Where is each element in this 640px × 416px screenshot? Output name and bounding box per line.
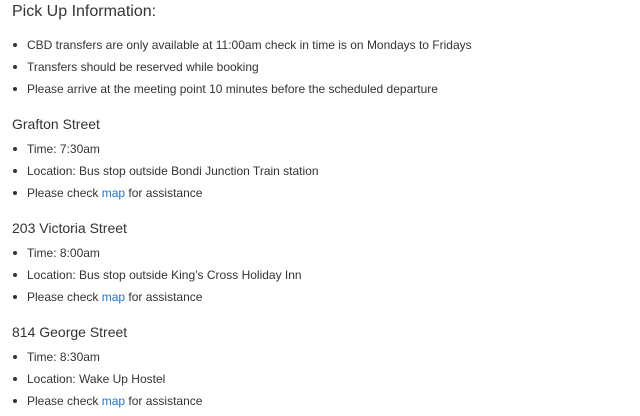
list-item bbox=[12, 242, 302, 264]
location-title: 814 George Street bbox=[12, 324, 128, 340]
bullet-icon bbox=[13, 355, 17, 359]
map-link[interactable]: map bbox=[101, 394, 126, 408]
bullet-icon bbox=[13, 295, 17, 299]
map-link[interactable]: map bbox=[101, 186, 126, 200]
list-item bbox=[12, 390, 202, 412]
bullet-icon bbox=[13, 147, 17, 151]
list-item-text: CBD transfers are only available at 11:00am check in time is on Mondays to Fridays bbox=[27, 38, 472, 52]
list-item bbox=[12, 346, 202, 368]
general-notes-list bbox=[12, 34, 472, 100]
pickup-location: Location: Wake Up Hostel bbox=[27, 372, 166, 386]
location-details-list bbox=[12, 242, 302, 308]
bullet-icon bbox=[13, 273, 17, 277]
location-details-list bbox=[12, 346, 202, 412]
list-item bbox=[12, 264, 302, 286]
list-item bbox=[12, 138, 319, 160]
pickup-time: Time: 8:00am bbox=[27, 246, 100, 260]
bullet-icon bbox=[13, 65, 17, 69]
pickup-time: Time: 7:30am bbox=[27, 142, 100, 156]
list-item bbox=[12, 34, 472, 56]
bullet-icon bbox=[13, 169, 17, 173]
list-item-text: Please arrive at the meeting point 10 minutes before the scheduled departure bbox=[27, 82, 438, 96]
bullet-icon bbox=[13, 191, 17, 195]
check-suffix: for assistance bbox=[125, 394, 203, 408]
list-item bbox=[12, 56, 472, 78]
bullet-icon bbox=[13, 399, 17, 403]
check-prefix: Please check bbox=[27, 290, 102, 304]
bullet-icon bbox=[13, 87, 17, 91]
bullet-icon bbox=[13, 43, 17, 47]
location-title: 203 Victoria Street bbox=[12, 220, 127, 236]
bullet-icon bbox=[13, 251, 17, 255]
page-title: Pick Up Information: bbox=[12, 3, 157, 20]
list-item-text: Transfers should be reserved while booking bbox=[27, 60, 259, 74]
map-link[interactable]: map bbox=[101, 290, 126, 304]
check-prefix: Please check bbox=[27, 394, 102, 408]
list-item bbox=[12, 368, 202, 390]
pickup-time: Time: 8:30am bbox=[27, 350, 100, 364]
check-suffix: for assistance bbox=[125, 186, 203, 200]
check-prefix: Please check bbox=[27, 186, 102, 200]
list-item bbox=[12, 78, 472, 100]
pickup-location: Location: Bus stop outside King’s Cross Holiday Inn bbox=[27, 268, 302, 282]
list-item bbox=[12, 182, 319, 204]
location-details-list bbox=[12, 138, 319, 204]
pickup-location: Location: Bus stop outside Bondi Junction Train station bbox=[27, 164, 319, 178]
bullet-icon bbox=[13, 377, 17, 381]
list-item bbox=[12, 160, 319, 182]
check-suffix: for assistance bbox=[125, 290, 203, 304]
list-item bbox=[12, 286, 302, 308]
location-title: Grafton Street bbox=[12, 116, 100, 132]
